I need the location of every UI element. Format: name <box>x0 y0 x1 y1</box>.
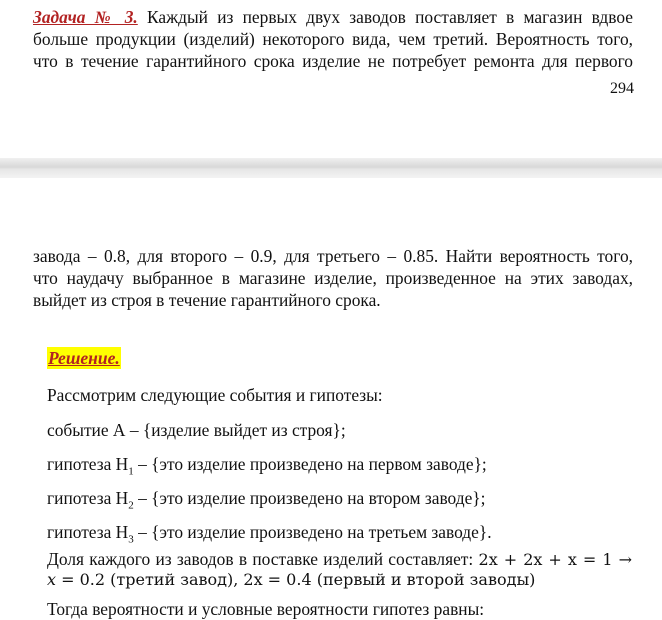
problem-line-5: что наудачу выбранное в магазине изделие, произведенное на этих заводах, <box>33 268 633 288</box>
problem-line-4: завода – 0.8, для второго – 0.9, для третьего – 0.85. Найти вероятность того, <box>33 246 633 266</box>
final-line: Тогда вероятности и условные вероятности гипотез равны: <box>47 599 485 619</box>
share-line: Доля каждого из заводов в поставке изделий составляет: 2x + 2x + x = 1 → <box>47 549 632 569</box>
problem-line-6: выйдет из строя в течение гарантийного срока. <box>33 290 381 310</box>
page-number: 294 <box>610 80 634 97</box>
hypothesis-3: гипотеза $Н_3 - \{это$ изделие произведено на третьем заводе}. <box>47 522 492 546</box>
problem-line-3: что в течение гарантийного срока изделие не потребует ремонта для первого <box>33 51 633 71</box>
event-a: событие А – {изделие выйдет из строя}; <box>47 420 346 440</box>
result-line: x = 0.2 (третий завод), 2x = 0.4 (первый и второй заводы) <box>47 570 536 589</box>
solution-intro: Рассмотрим следующие события и гипотезы: <box>47 385 383 405</box>
hypothesis-2: гипотеза $Н_2 - \{это$ изделие произведено на втором заводе}; <box>47 488 486 512</box>
solution-heading: Решение. <box>48 348 120 368</box>
hypothesis-1: гипотеза $Н_1 - \{это$ изделие произведено на первом заводе}; <box>47 454 487 478</box>
task-title: Задача № 3. <box>33 7 138 27</box>
problem-line-1: Задача № 3. Каждый из первых двух заводов поставляет в магазин вдвое <box>33 7 633 27</box>
problem-line-2: больше продукции (изделий) некоторого вида, чем третий. Вероятность того, <box>33 29 633 49</box>
page-break <box>0 158 662 178</box>
